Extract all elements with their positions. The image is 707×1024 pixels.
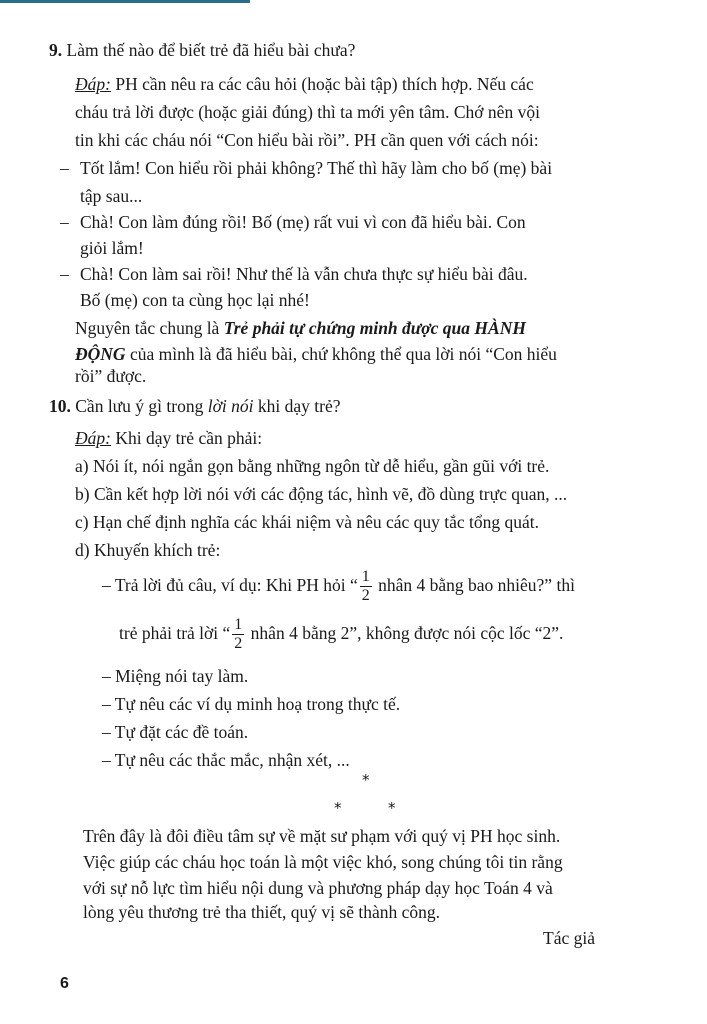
- q10-example-line-1: – Trả lời đủ câu, ví dụ: Khi PH hỏi “ $\frac{1}{2}$ nhân 4 bằng bao nhiêu?” thì: [102, 568, 575, 605]
- q10-subitem-3: – Tự đặt các đề toán.: [102, 722, 249, 742]
- q9-dialogue-1-line1: Tốt lắm! Con hiểu rồi phải không? Thế thì hãy làm cho bố (mẹ) bài: [80, 158, 553, 178]
- q10-answer-label: Đáp:: [75, 428, 111, 448]
- q9-number: 9.: [49, 40, 63, 60]
- q9-dialogue-2-line2: giỏi lắm!: [80, 238, 144, 258]
- q9-dialogue-1-dash: –: [60, 158, 69, 178]
- fraction-one-half: $\frac{1}{2}$: [361, 568, 370, 605]
- q10-subitem-1: – Miệng nói tay làm.: [102, 666, 249, 686]
- q9-principle-line-1: Nguyên tắc chung là Trẻ phải tự chứng minh được qua HÀNH: [75, 318, 526, 338]
- q9-principle-emphasis: Trẻ phải tự chứng minh được qua HÀNH: [223, 318, 526, 338]
- q9-dialogue-3-line1: Chà! Con làm sai rồi! Như thế là vẫn chưa thực sự hiểu bài đâu.: [80, 264, 528, 284]
- page-number: 6: [60, 975, 69, 992]
- q9-dialogue-2-dash: –: [60, 212, 69, 232]
- signature: Tác giả: [543, 928, 595, 948]
- q9-heading: [49, 36, 355, 64]
- q9-answer-label: Đáp:: [75, 74, 111, 94]
- q10-item-a: a) Nói ít, nói ngắn gọn bằng những ngôn từ dễ hiểu, gần gũi với trẻ.: [75, 456, 550, 476]
- top-edge-bar: [0, 0, 707, 3]
- q9-question: Làm thế nào để biết trẻ đã hiểu bài chưa?: [66, 40, 356, 60]
- closing-line-3: với sự nỗ lực tìm hiểu nội dung và phương pháp dạy học Toán 4 và: [83, 878, 553, 898]
- q10-example-line-2: trẻ phải trả lời “ $\frac{1}{2}$ nhân 4 bằng 2”, không được nói cộc lốc “2”.: [119, 616, 564, 653]
- q9-answer-line-3: tin khi các cháu nói “Con hiểu bài rồi”. PH cần quen với cách nói:: [75, 130, 539, 150]
- q10-number: 10.: [49, 396, 71, 416]
- separator-star-right: *: [388, 799, 396, 817]
- q9-principle-line-3: rồi” được.: [75, 366, 147, 386]
- closing-line-2: Việc giúp các cháu học toán là một việc khó, song chúng tôi tin rằng: [83, 852, 563, 872]
- fraction-one-half-2: $\frac{1}{2}$: [234, 616, 243, 653]
- q10-item-b: b) Cần kết hợp lời nói với các động tác, hình vẽ, đồ dùng trực quan, ...: [75, 484, 568, 504]
- q10-subitem-4: – Tự nêu các thắc mắc, nhận xét, ...: [102, 750, 350, 770]
- closing-line-1: Trên đây là đôi điều tâm sự về mặt sư phạm với quý vị PH học sinh.: [83, 826, 561, 846]
- q9-answer-line-2: cháu trả lời được (hoặc giải đúng) thì ta mới yên tâm. Chớ nên vội: [75, 102, 540, 122]
- q9-dialogue-2-line1: Chà! Con làm đúng rồi! Bố (mẹ) rất vui vì con đã hiểu bài. Con: [80, 212, 526, 232]
- separator-star-left: *: [334, 799, 342, 817]
- q10-item-c: c) Hạn chế định nghĩa các khái niệm và nêu các quy tắc tổng quát.: [75, 512, 540, 532]
- q10-heading: 10. Cần lưu ý gì trong lời nói khi dạy trẻ?: [49, 396, 341, 416]
- q10-item-d: d) Khuyến khích trẻ:: [75, 540, 221, 560]
- q10-subitem-2: – Tự nêu các ví dụ minh hoạ trong thực tế.: [102, 694, 401, 714]
- q9-principle-line-2: ĐỘNG của mình là đã hiểu bài, chứ không thể qua lời nói “Con hiểu: [75, 344, 557, 364]
- q9-answer-line-1: Đáp: PH cần nêu ra các câu hỏi (hoặc bài tập) thích hợp. Nếu các: [75, 74, 534, 94]
- q9-dialogue-3-line2: Bố (mẹ) con ta cùng học lại nhé!: [80, 290, 310, 310]
- q10-answer-intro: Đáp: Khi dạy trẻ cần phải:: [75, 428, 263, 448]
- separator-star-top: *: [362, 771, 370, 789]
- closing-line-4: lòng yêu thương trẻ tha thiết, quý vị sẽ thành công.: [83, 902, 441, 922]
- q9-dialogue-3-dash: –: [60, 264, 69, 284]
- q9-dialogue-1-line2: tập sau...: [80, 186, 143, 206]
